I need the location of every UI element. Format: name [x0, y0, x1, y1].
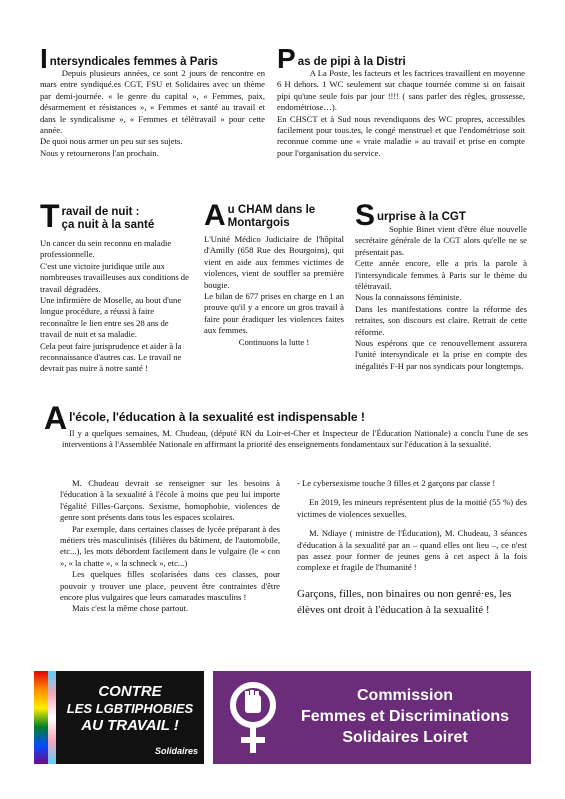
- article-surprise-cgt: [355, 199, 527, 372]
- article-title: I $_{ntersyndicales femmes à Paris}$: [40, 43, 218, 74]
- article-title: T ravail de nuit : ça nuit à la santé: [40, 198, 155, 234]
- article-title: A u CHAM dans le Montargois: [204, 199, 316, 232]
- dropcap: P: [277, 43, 296, 74]
- solidaires-logo: Solidaires: [154, 746, 198, 756]
- article-education-sexualite: [40, 400, 528, 451]
- article-intro: Il y a quelques semaines, M. Chudeau, (député RN du Loir-et-Cher et Inspecteur de l'Éducation Nationale) a conclu l'une de ses interventions à l'Assemblée Nationale en affirmant la priorité des enseignements fondamentaux sur l'éducation à la sexualité.: [62, 428, 528, 450]
- dropcap: T: [40, 198, 60, 234]
- dropcap: I: [40, 43, 48, 74]
- article-pipi-distri: [277, 43, 525, 159]
- article-title: A l'école, l'éducation à la sexualité est indispensable !: [44, 400, 365, 436]
- article-column-left: M. Chudeau devrait se renseigner sur les besoins à l'éducation à la sexualité à l'école à moins que peu lui importe l'égalité Filles-Garçons. Sexisme, homophobie, violences de genre sont présents dans tous les espaces scolaires. Par exemple, dans certaines classes de lycée préparant à des métiers très masculinisés (filières du bâtiment, de l'automobile, etc...), les mots débordent facilement dans le vulgaire (le « con », « la chatte », « la schneck », etc...) Les quelques filles scolarisées dans ces classes, pour pouvoir y trouver une place, peuvent être contraintes d'être encore plus vulgaires que leurs camarades masculins ! Mais c'est la même chose partout.: [60, 478, 280, 614]
- rainbow-stripe: [34, 671, 48, 764]
- article-intersyndicales: [40, 43, 265, 159]
- article-travail-nuit: [40, 198, 192, 375]
- banner-commission: Commission Femmes et Discriminations Solidaires Loiret: [213, 671, 531, 764]
- dropcap: A: [204, 199, 226, 232]
- article-body: Sophie Binet vient d'être élue nouvelle secrétaire générale de la CGT alors qu'elle ne se présentait pas. Cette année encore, elle a pris la parole à l'intersyndicale femmes à Paris sur le thème du télétravail. Nous la connaissons féministe. Dans les manifestations contre la réforme des retraites, son discours est claire. Retrait de cette réforme. Nous espérons que ce renouvellement assurera l'unité intersyndicale et la prise en compte des inégalités F-H par nos syndicats pour longtemps.: [355, 224, 527, 371]
- article-body: Un cancer du sein reconnu en maladie professionnelle. C'est une victoire juridique utile aux nombreuses travailleuses aux conditions de travail dégradées. Une infirmière de Moselle, au bout d'une longue procédure, a réussi à faire reconnaître le lien entre ses 28 ans de travail de nuit et sa maladie. Cela peut faire jurisprudence et aider à la reconnaissance d'autres cas. Le travail ne devrait pas nuire à notre santé !: [40, 238, 189, 374]
- feminist-symbol-svg: [223, 677, 283, 759]
- article-body: A La Poste, les facteurs et les factrices travaillent en moyenne 6 H dehors. 1 WC seulement sur chaque tournée comme si on faisait pipi qu'une seule fois par jour !!!! ( sans parler des règles, grossesse, endométriose…). En CHSCT et à Sud nous revendiquons des WC propres, accessibles facilement pour tous.tes, le congé menstruel et que l'endométriose soit reconnue comme une « vraie maladie » au travail et prise en compte pour l'organisation du service.: [277, 68, 525, 158]
- banner-lgbtiphobies: CONTRE LES LGBTIPHOBIES AU TRAVAIL ! Solidaires: [34, 671, 204, 764]
- article-body: Depuis plusieurs années, ce sont 2 jours de rencontre en mars entre syndiqué.es CGT, FSU et Solidaires avec un thème par demi-journée. « le genre du capital », « Femmes, paix, désarmement et résistances », « Femmes et santé au travail et dans le syndicalisme », « Femmes et télétravail » pour cette année. De quoi nous armer un peu sur ses sujets. Nous y retournerons l'an prochain.: [40, 68, 265, 158]
- article-body: L'Unité Médico Judiciaire de l'hôpital d'Amilly (658 Rue des Bourgoins), qui vient en aide aux femmes victimes de violences, vient de souffler sa première bougie. Le bilan de 677 prises en charge en 1 an prouve qu'il y a encore un gros travail à faire pour éradiquer les violences faites aux femmes. Continuons la lutte !: [204, 234, 344, 347]
- article-column-right: - Le cybersexisme touche 3 filles et 2 garçons par classe ! En 2019, les mineurs représentent plus de la moitié (55 %) des victimes de violences sexuelles. M. Ndiaye ( ministre de l'Éducation), M. Chudeau, 3 séances d'éducation à la sexualité par an – quand elles ont lieu –, ce n'est pas assez pour former de jeunes gens à cet aspect à la fois complexe et fragile de l'humanité ! Garçons, filles, non binaires ou non genré·es, les élèves ont droit à l'éducation à la sexualité !: [297, 478, 527, 616]
- article-title: P $_{as de pipi à la Distri}$: [277, 43, 406, 74]
- dropcap: S: [355, 199, 376, 232]
- closing-statement: Garçons, filles, non binaires ou non genré·es, les élèves ont droit à l'éducation à la sexualité !: [297, 587, 512, 616]
- trans-stripe: [48, 671, 56, 764]
- article-cham-montargois: [204, 199, 344, 348]
- dropcap: A: [44, 400, 68, 436]
- article-title: S urprise à la CGT: [355, 199, 466, 232]
- feminist-fist-icon: [223, 677, 283, 759]
